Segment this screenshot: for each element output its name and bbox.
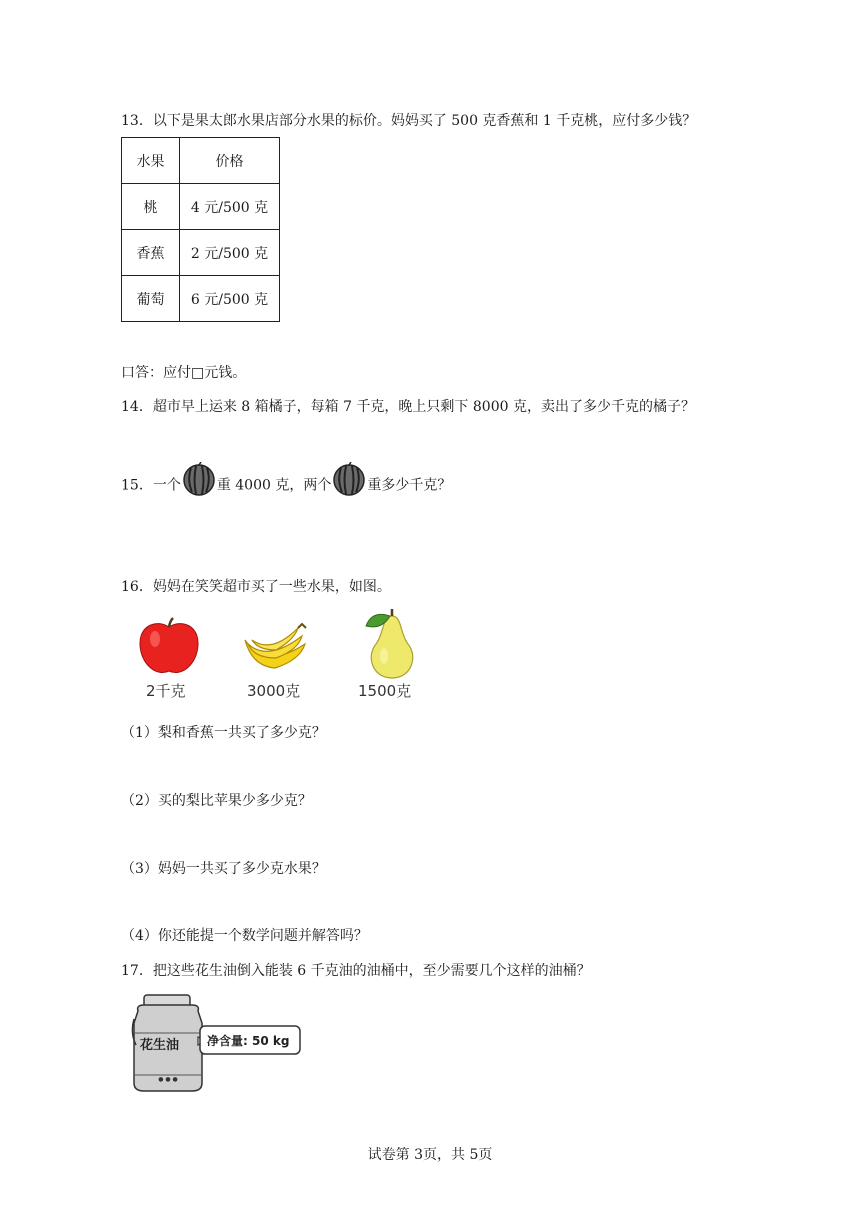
question-15-part3: 重多少千克？ (367, 477, 452, 494)
watermelon-icon (332, 462, 366, 509)
table-cell: 香蕉 (122, 230, 180, 276)
question-16-sub-4: （4）你还能提一个数学问题并解答吗？ (121, 928, 368, 944)
table-cell: 葡萄 (122, 276, 180, 322)
table-header-row (122, 138, 280, 184)
table-cell: 4 元/500 克 (180, 184, 280, 230)
question-15-text (121, 462, 451, 496)
banana-weight-label: 3000克 (247, 682, 301, 700)
fruit-price-table (121, 137, 280, 322)
pear-weight-label: 1500克 (358, 682, 412, 700)
question-15-part2: 重 4000 克，两个 (216, 477, 332, 494)
apple-icon (137, 617, 201, 681)
table-header-cell: 水果 (122, 138, 180, 184)
table-row (122, 276, 280, 322)
question-16-sub-3: （3）妈妈一共买了多少克水果？ (121, 861, 326, 877)
table-header-cell: 价格 (180, 138, 280, 184)
question-15-part1: 15．一个 (121, 477, 181, 494)
question-16-text: 16．妈妈在笑笑超市买了一些水果，如图。 (121, 579, 391, 595)
table-cell: 2 元/500 克 (180, 230, 280, 276)
table-row (122, 184, 280, 230)
question-16-sub-1: （1）梨和香蕉一共买了多少克？ (121, 725, 326, 741)
table-cell: 6 元/500 克 (180, 276, 280, 322)
question-14-text: 14．超市早上运来 8 箱橘子，每箱 7 千克，晚上只剩下 8000 克，卖出了多少千克的橘子？ (121, 399, 695, 415)
net-weight-label: 净含量: 50 kg (207, 1034, 290, 1048)
watermelon-icon (182, 462, 216, 509)
question-13-answer: 口答：应付□元钱。 (121, 365, 247, 381)
apple-weight-label: 2千克 (146, 682, 186, 700)
question-16-sub-2: （2）买的梨比苹果少多少克？ (121, 793, 312, 809)
banana-icon (240, 622, 310, 681)
pear-icon (362, 608, 420, 684)
barrel-label: 花生油 (140, 1038, 180, 1053)
svg-text:● ● ●: ● ● ● (158, 1076, 178, 1083)
question-13-text: 13．以下是果太郎水果店部分水果的标价。妈妈买了 500 克香蕉和 1 千克桃，应付多少钱？ (121, 113, 697, 129)
table-cell: 桃 (122, 184, 180, 230)
page-footer: 试卷第 3页，共 5页 (367, 1147, 493, 1163)
question-17-text: 17．把这些花生油倒入能装 6 千克油的油桶中，至少需要几个这样的油桶？ (121, 963, 591, 979)
table-row (122, 230, 280, 276)
peanut-oil-barrel (130, 993, 310, 1093)
